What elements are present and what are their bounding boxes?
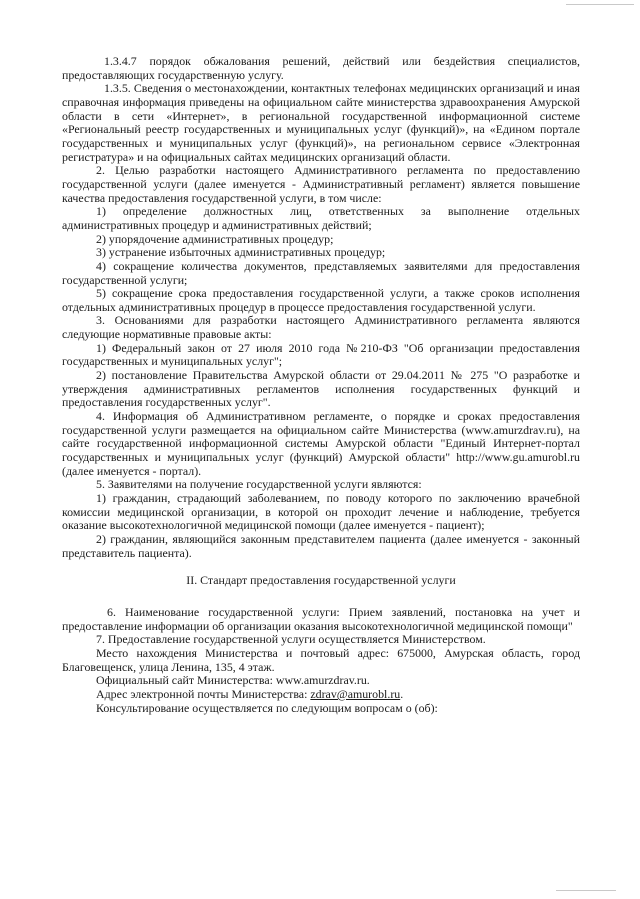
- email-label: Адрес электронной почты Министерства:: [96, 686, 311, 701]
- ministry-website: Официальный сайт Министерства: www.amurzdrav.ru.: [96, 673, 370, 688]
- list-item-2-4: 4) сокращение количества документов, представляемых заявителями для предоставления государственной услуги;: [62, 258, 580, 287]
- list-item-2-3: 3) устранение избыточных административных процедур;: [96, 245, 386, 260]
- email-suffix: .: [400, 686, 404, 701]
- list-item-5-2: 2) гражданин, являющийся законным представителем пациента (далее именуется - законный представитель пациента).: [62, 531, 580, 560]
- list-item-5-1: 1) гражданин, страдающий заболеванием, по поводу которого по заключению врачебной комиссии медицинской организации, в которой он проходит лечение и наблюдение, требуется оказание высокотехнологичной медицинской помощи (далее именуется - пациент);: [62, 491, 580, 533]
- list-item-3-1: 1) Федеральный закон от 27 июля 2010 года №210-ФЗ "Об организации предоставления государственных и муниципальных услуг";: [62, 340, 580, 369]
- paragraph-5: 5. Заявителями на получение государственной услуги являются:: [96, 477, 422, 492]
- list-item-3-2: 2) постановление Правительства Амурской области от 29.04.2011 № 275 "О разработке и утверждения административных регламентов исполнения государственных функций и предоставления государственных услуг".: [62, 368, 580, 410]
- scan-mark-bottom: [556, 890, 616, 891]
- scan-mark-top: [566, 4, 634, 5]
- paragraph-3: 3. Основаниями для разработки настоящего Административного регламента являются следующие нормативные правовые акты:: [62, 313, 580, 342]
- document-page: [62, 55, 580, 715]
- list-item-2-2: 2) упорядочение административных процедур;: [96, 231, 334, 246]
- list-item-2-5: 5) сокращение срока предоставления государственной услуги, а также сроков исполнения отдельных административных процедур в процессе предоставления государственной услуги.: [62, 286, 580, 314]
- list-item-2-1: 1) определение должностных лиц, ответственных за выполнение отдельных административных процедур и административных действий;: [62, 204, 580, 232]
- paragraph-1-3-5: 1.3.5. Сведения о местонахождении, контактных телефонах медицинских организаций и иная справочная информация приведены на официальном сайте министерства здравоохранения Амурской области в сети «Интернет», в региональной государственной информационной системе «Региональный реестр государственных и муниципальных услуг (функций)», на «Едином портале государственных и муниципальных услуг (функций)», на региональном сервисе «Электронная регистратура» и на официальных сайтах медицинских организаций области.: [62, 81, 580, 164]
- consultation-intro: Консультирование осуществляется по следующим вопросам о (об):: [96, 700, 438, 715]
- paragraph-2: 2. Целью разработки настоящего Административного регламента по предоставлению государственной услуги (далее именуется - Административный регламент) является повышение качества предоставления государственной услуги, в том числе:: [62, 163, 580, 205]
- paragraph-1-3-4-7: 1.3.4.7 порядок обжалования решений, действий или бездействия специалистов, предоставляющих государственную услугу.: [62, 54, 580, 82]
- ministry-address: Место нахождения Министерства и почтовый адрес: 675000, Амурская область, город Благовещенск, улица Ленина, 135, 4 этаж.: [62, 645, 580, 674]
- paragraph-4: 4. Информация об Административном регламенте, о порядке и сроках предоставления государственной услуги размещается на официальном сайте Министерства (www.amurzdrav.ru), на сайте государственной информационной системы Амурской области "Единый Интернет-портал государственных и муниципальных услуг (функций) Амурской области" http://www.gu.amurobl.ru (далее именуется - портал).: [62, 409, 580, 478]
- ministry-email-line: [62, 688, 580, 702]
- email-link[interactable]: zdrav@amurobl.ru: [310, 686, 401, 701]
- paragraph-7: 7. Предоставление государственной услуги осуществляется Министерством.: [96, 632, 486, 647]
- paragraph-6: 6. Наименование государственной услуги: Прием заявлений, постановка на учет и предоставление информации об организации оказания высокотехнологичной медицинской помощи": [62, 604, 580, 633]
- section-heading-ii: II. Стандарт предоставления государственной услуги: [186, 573, 456, 588]
